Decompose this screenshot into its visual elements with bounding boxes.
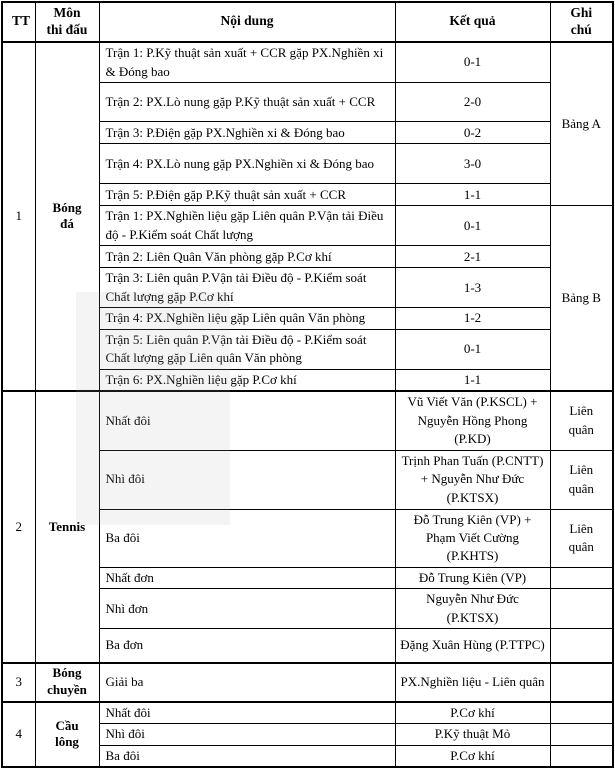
content-cell: Trận 5: P.Điện gặp P.Kỹ thuật sản xuất + CCR [99, 184, 395, 206]
table-row [2, 42, 613, 83]
header-sport: Môn thi đấu [35, 2, 99, 42]
content-cell: Trận 3: Liên quân P.Vận tải Điều độ - P.Kiểm soát Chất lượng gặp P.Cơ khí [99, 268, 395, 308]
table-row [2, 391, 613, 450]
content-cell: Trận 4: PX.Nghiền liệu gặp Liên quân Văn phòng [99, 308, 395, 329]
result-cell: 2-1 [395, 246, 550, 268]
tt-cell: 3 [2, 663, 35, 702]
header-content: Nội dung [99, 2, 395, 42]
result-cell: 2-0 [395, 83, 550, 122]
note-cell: Liên quân [550, 509, 613, 567]
table-row [2, 702, 613, 724]
content-cell: Nhất đơn [99, 567, 395, 588]
note-cell [550, 702, 613, 724]
result-cell: P.Kỹ thuật Mỏ [395, 724, 550, 745]
result-cell: 1-2 [395, 308, 550, 329]
result-cell: Đặng Xuân Hùng (P.TTPC) [395, 629, 550, 663]
document-page [0, 1, 615, 763]
result-cell: Vũ Viết Văn (P.KSCL) + Nguyễn Hồng Phong (P.KD) [395, 391, 550, 450]
tt-cell: 4 [2, 702, 35, 767]
result-cell: Nguyễn Như Đức (P.KTSX) [395, 589, 550, 629]
result-cell: P.Cơ khí [395, 745, 550, 767]
note-cell: Liên quân [550, 450, 613, 509]
note-cell: Liên quân [550, 391, 613, 450]
content-cell: Ba đôi [99, 745, 395, 767]
result-cell: PX.Nghiền liệu - Liên quân [395, 663, 550, 702]
note-cell [550, 629, 613, 663]
sport-cell: Cầu lông [35, 702, 99, 767]
note-cell [550, 567, 613, 588]
content-cell: Trận 5: Liên quân P.Vận tải Điều độ - P.Kiểm soát Chất lượng gặp Liên quân Văn phòng [99, 329, 395, 369]
content-cell: Nhất đôi [99, 702, 395, 724]
result-cell: 0-1 [395, 329, 550, 369]
result-cell: Trịnh Phan Tuấn (P.CNTT) + Nguyễn Như Đức (P.KTSX) [395, 450, 550, 509]
content-cell: Giải ba [99, 663, 395, 702]
sport-cell: Bóng đá [35, 42, 99, 391]
tt-cell: 1 [2, 42, 35, 391]
header-note: Ghi chú [550, 2, 613, 42]
result-cell: 0-2 [395, 122, 550, 144]
content-cell: Trận 4: PX.Lò nung gặp PX.Nghiền xi & Đóng bao [99, 144, 395, 184]
table-row [2, 663, 613, 702]
content-cell: Ba đơn [99, 629, 395, 663]
note-cell: Bảng B [550, 206, 613, 391]
content-cell: Nhì đôi [99, 724, 395, 745]
note-cell: Bảng A [550, 42, 613, 206]
header-tt: TT [2, 2, 35, 42]
content-cell: Nhất đôi [99, 391, 395, 450]
content-cell: Nhì đơn [99, 589, 395, 629]
header-row [2, 2, 613, 42]
content-cell: Nhì đôi [99, 450, 395, 509]
result-cell: P.Cơ khí [395, 702, 550, 724]
note-cell [550, 589, 613, 629]
content-cell: Trận 2: Liên Quân Văn phòng gặp P.Cơ khí [99, 246, 395, 268]
results-table [1, 1, 614, 768]
sport-cell: Bóng chuyền [35, 663, 99, 702]
note-cell [550, 724, 613, 745]
content-cell: Ba đôi [99, 509, 395, 567]
content-cell: Trận 1: P.Kỹ thuật sản xuất + CCR gặp PX.Nghiền xi & Đóng bao [99, 42, 395, 83]
note-cell [550, 663, 613, 702]
result-cell: 1-1 [395, 184, 550, 206]
result-cell: 0-1 [395, 206, 550, 246]
result-cell: Đỗ Trung Kiên (VP) + Phạm Viết Cường (P.KHTS) [395, 509, 550, 567]
sport-cell: Tennis [35, 391, 99, 663]
result-cell: 3-0 [395, 144, 550, 184]
content-cell: Trận 1: PX.Nghiền liệu gặp Liên quân P.Vận tải Điều độ - P.Kiểm soát Chất lượng [99, 206, 395, 246]
result-cell: 0-1 [395, 42, 550, 83]
content-cell: Trận 2: PX.Lò nung gặp P.Kỹ thuật sản xuất + CCR [99, 83, 395, 122]
content-cell: Trận 3: P.Điện gặp PX.Nghiền xi & Đóng bao [99, 122, 395, 144]
result-cell: 1-1 [395, 369, 550, 391]
header-result: Kết quả [395, 2, 550, 42]
tt-cell: 2 [2, 391, 35, 663]
content-cell: Trận 6: PX.Nghiền liệu gặp P.Cơ khí [99, 369, 395, 391]
note-cell [550, 745, 613, 767]
result-cell: Đỗ Trung Kiên (VP) [395, 567, 550, 588]
result-cell: 1-3 [395, 268, 550, 308]
